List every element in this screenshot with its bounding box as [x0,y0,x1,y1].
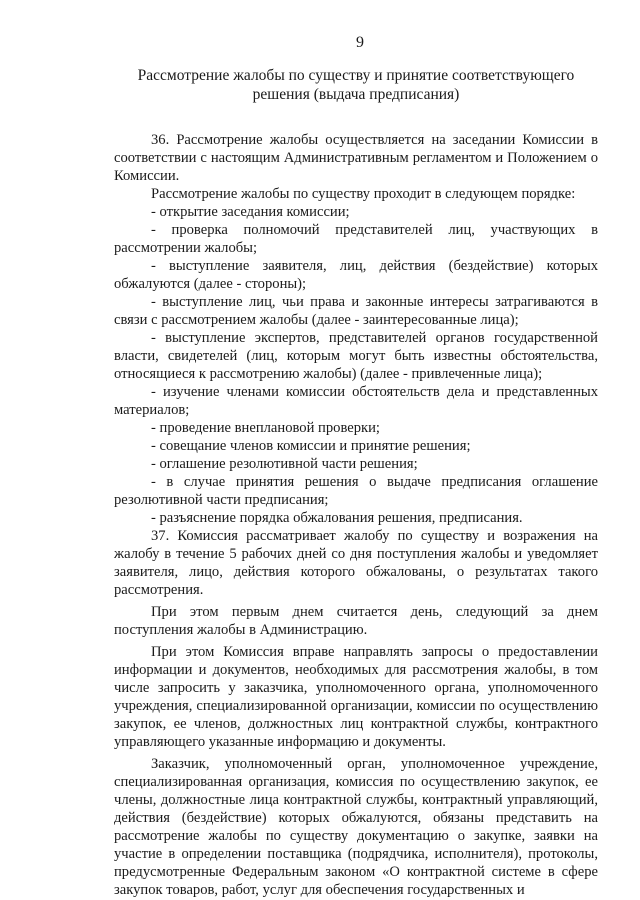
section-title-line-2: решения (выдача предписания) [252,86,460,103]
list-item: - разъяснение порядка обжалования решения, предписания. [151,510,523,526]
list-item: - изучение членами комиссии обстоятельств дела и представленных материалов; [114,384,598,418]
paragraph-36: 36. Рассмотрение жалобы осуществляется на заседании Комиссии в соответствии с настоящим Административным регламентом и Положением о Комиссии. [114,132,598,184]
submission-obligations-paragraph: Заказчик, уполномоченный орган, уполномоченное учреждение, специализированная организация, комиссия по осуществлению закупок, ее члены, должностные лица контрактной службы, контрактный управляющий, действия (бездействие) которых обжалуются, обязаны представить на рассмотрение жалобы по существу документацию о закупке, заявки на участие в определении поставщика (подрядчика, исполнителя), протоколы, предусмотренные Федеральным законом «О контрактной системе в сфере закупок товаров, работ, услуг для обеспечения государственных и [114,756,598,898]
list-item: - выступление экспертов, представителей органов государственной власти, свидетелей (лиц, которым могут быть известны обстоятельства, относящиеся к рассмотрению жалобы) (далее - привлеченные лица); [114,330,598,382]
list-item: - проверка полномочий представителей лиц, участвующих в рассмотрении жалобы; [114,222,598,256]
procedure-intro: Рассмотрение жалобы по существу проходит в следующем порядке: [151,186,576,202]
list-item: - выступление лиц, чьи права и законные интересы затрагиваются в связи с рассмотрением жалобы (далее - заинтересованные лица); [114,294,598,328]
information-requests-paragraph: При этом Комиссия вправе направлять запросы о предоставлении информации и документов, необходимых для рассмотрения жалобы, в том числе запросить у заказчика, уполномоченного органа, уполномоченного учреждения, специализированной организации, комиссии по осуществлению закупок, ее членов, должностных лиц контрактной службы, контрактного управляющего указанные информацию и документы. [114,644,598,750]
document-body [114,131,598,899]
section-title-line-1: Рассмотрение жалобы по существу и принятие соответствующего [137,67,575,84]
list-item: - оглашение резолютивной части решения; [151,456,418,472]
list-item: - выступление заявителя, лиц, действия (бездействие) которых обжалуются (далее - стороны); [114,258,598,292]
list-item: - проведение внеплановой проверки; [151,420,380,436]
section-title [114,66,598,104]
list-item: - совещание членов комиссии и принятие решения; [151,438,471,454]
procedure-steps-list [114,203,598,527]
page-number: 9 [356,34,364,51]
list-item: - открытие заседания комиссии; [151,204,350,220]
first-day-note: При этом первым днем считается день, следующий за днем поступления жалобы в Администрацию. [114,604,598,638]
paragraph-37: 37. Комиссия рассматривает жалобу по существу и возражения на жалобу в течение 5 рабочих дней со дня поступления жалобы и уведомляет заявителя, лицо, действия которого обжалованы, о результатах такого рассмотрения. [114,528,598,598]
list-item: - в случае принятия решения о выдаче предписания оглашение резолютивной части предписания; [114,474,598,508]
